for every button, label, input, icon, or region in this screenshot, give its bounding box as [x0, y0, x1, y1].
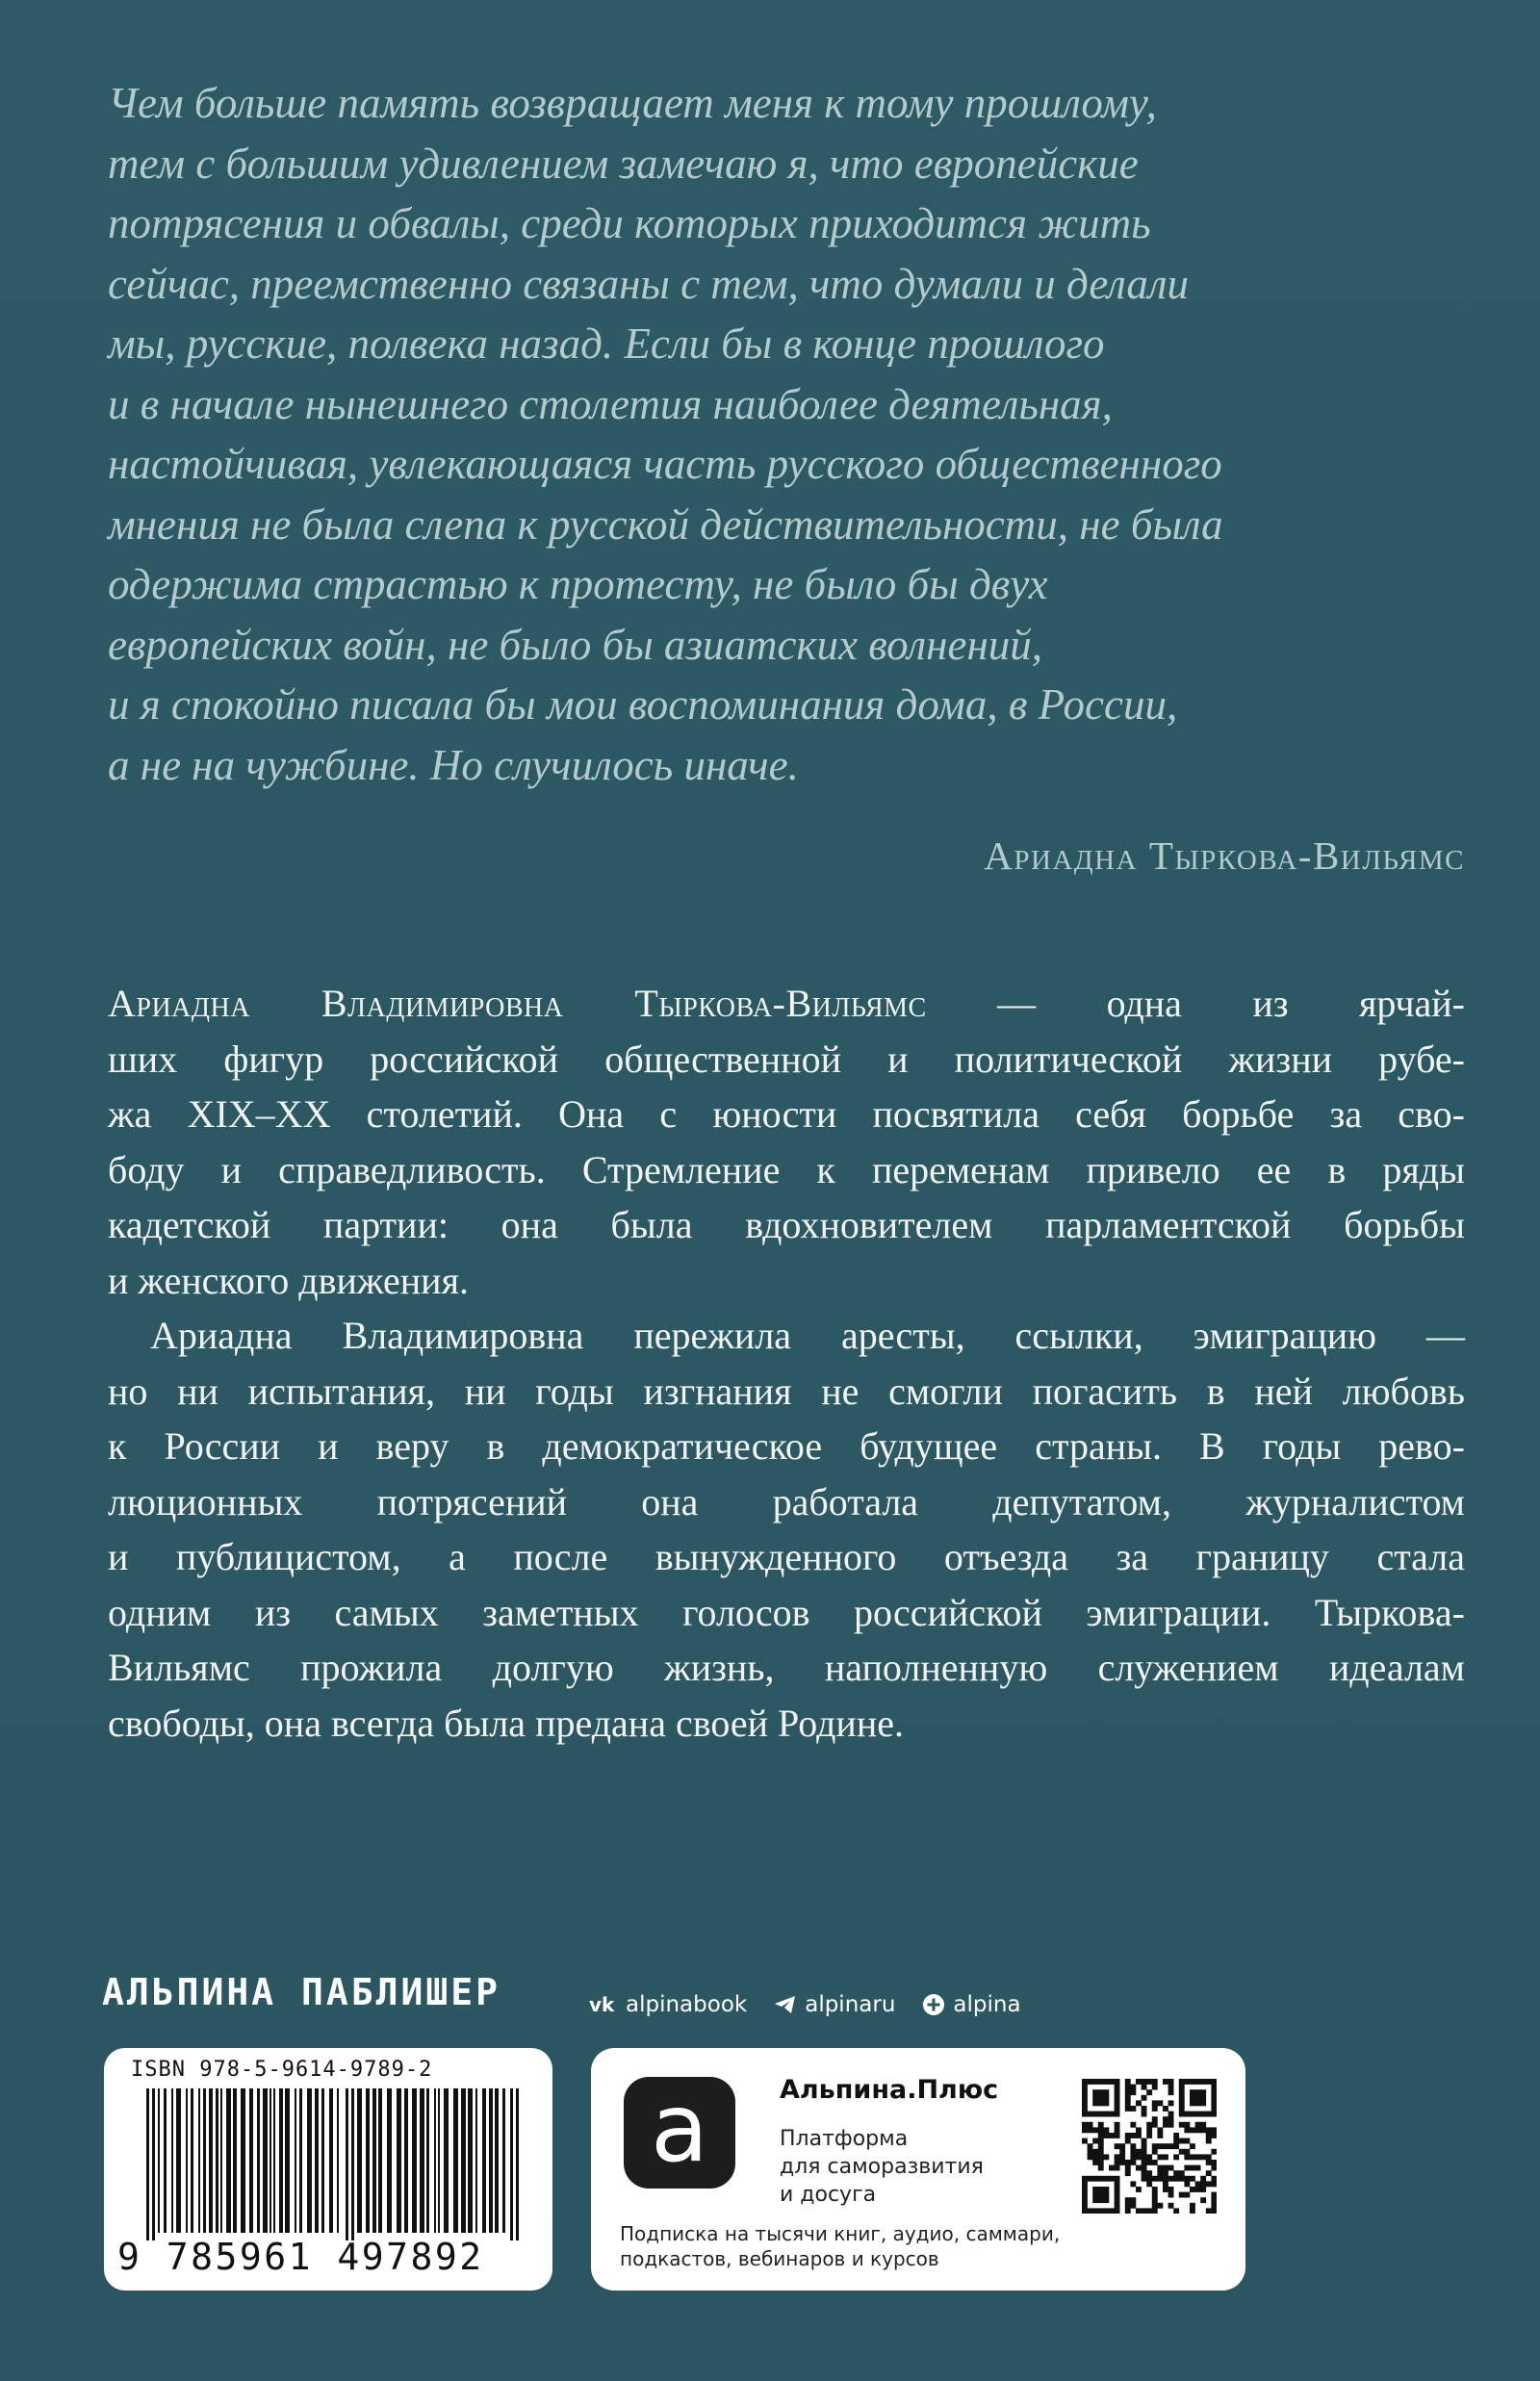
bio-line: и женского движения. — [108, 1258, 469, 1302]
social-telegram[interactable] — [774, 1992, 895, 2017]
social-links — [589, 1992, 1021, 2017]
alpina-app-icon: a — [624, 2077, 735, 2189]
social-alpina[interactable] — [922, 1992, 1020, 2017]
promo-subtitle — [780, 2125, 984, 2209]
bio-line: к России и веру в демократическое будущее страны. В годы рево- — [108, 1424, 1465, 1468]
barcode-image — [146, 2088, 522, 2240]
quote-line: Чем больше память возвращает меня к тому прошлому, — [108, 79, 1157, 127]
bio-line: Ариадна Владимировна пережила аресты, ссылки, эмиграцию — — [150, 1314, 1465, 1357]
social-vk[interactable] — [589, 1992, 747, 2017]
author-name: Ариадна Владимировна Тыркова-Вильямс — [108, 982, 927, 1025]
quote-line: тем с большим удивлением замечаю я, что европейские — [108, 139, 1139, 188]
quote-line: и я спокойно писала бы мои воспоминания дома, в России, — [108, 680, 1178, 729]
bio-line — [108, 976, 1465, 1032]
social-label: alpinabook — [626, 1992, 748, 2017]
vk-icon — [589, 1995, 618, 2014]
promo-footer — [620, 2221, 1060, 2271]
telegram-icon — [774, 1994, 797, 2015]
quote-author: Ариадна Тыркова-Вильямс — [984, 833, 1465, 878]
quote-line: а не на чужбине. Но случилось иначе. — [108, 740, 799, 789]
author-biography — [108, 976, 1465, 1751]
quote-line: потрясения и обвалы, среди которых приходится жить — [108, 199, 1151, 247]
isbn-barcode-card — [104, 2048, 552, 2291]
quote-line: мы, русские, полвека назад. Если бы в конце прошлого — [108, 320, 1105, 368]
bio-line: но ни испытания, ни годы изгнания не смогли погасить в ней любовь — [108, 1369, 1465, 1413]
promo-footer-line: Подписка на тысячи книг, аудио, саммари, — [620, 2222, 1061, 2245]
social-label: alpinaru — [805, 1992, 896, 2017]
qr-code[interactable] — [1082, 2079, 1217, 2214]
bio-line: жа XIX–XX столетий. Она с юности посвятила себя борьбе за сво- — [108, 1092, 1465, 1136]
promo-footer-line: подкастов, вебинаров и курсов — [620, 2247, 939, 2270]
quote-line: настойчивая, увлекающаяся часть русского общественного — [108, 440, 1222, 488]
isbn-number: ISBN 978-5-9614-9789-2 — [131, 2058, 433, 2082]
bio-line: боду и справедливость. Стремление к переменам привело ее в ряды — [108, 1147, 1465, 1191]
alpina-plus-promo — [591, 2048, 1245, 2291]
plus-circle-icon — [922, 1993, 945, 2016]
epigraph-quote — [108, 73, 1455, 795]
quote-line: мнения не была слепа к русской действительности, не была — [108, 499, 1223, 549]
bio-line: ших фигур российской общественной и политической жизни рубе- — [108, 1037, 1465, 1081]
promo-subtitle-line: и досуга — [780, 2183, 877, 2207]
promo-subtitle-line: Платформа — [780, 2127, 909, 2151]
quote-line: европейских войн, не было бы азиатских волнений, — [108, 620, 1043, 669]
svg-text:vk: vk — [589, 1995, 615, 2014]
barcode-digits: 9 785961 497892 — [117, 2236, 484, 2278]
promo-title: Альпина.Плюс — [780, 2075, 999, 2105]
publisher-logo: АЛЬПИНА ПАБЛИШЕР — [102, 1971, 501, 2013]
promo-subtitle-line: для саморазвития — [780, 2155, 984, 2179]
bio-line: и публицистом, а после вынужденного отъезда за границу стала — [108, 1535, 1465, 1578]
bio-line: свободы, она всегда была предана своей Родине. — [108, 1701, 904, 1745]
social-label: alpina — [953, 1992, 1021, 2017]
bio-line: кадетской партии: она была вдохновителем парламентской борьбы — [108, 1203, 1465, 1246]
quote-line: сейчас, преемственно связаны с тем, что думали и делали — [108, 259, 1189, 308]
bio-line: Вильямс прожила долгую жизнь, наполненную служением идеалам — [108, 1646, 1465, 1689]
quote-line: одержима страстью к протесту, не было бы двух — [108, 560, 1048, 608]
bio-line: одним из самых заметных голосов российской эмиграции. Тыркова- — [108, 1590, 1465, 1634]
bio-line: люционных потрясений она работала депутатом, журналистом — [108, 1479, 1465, 1523]
bio-text: — одна из ярчай- — [926, 982, 1465, 1025]
quote-line: и в начале нынешнего столетия наиболее деятельная, — [108, 379, 1113, 428]
